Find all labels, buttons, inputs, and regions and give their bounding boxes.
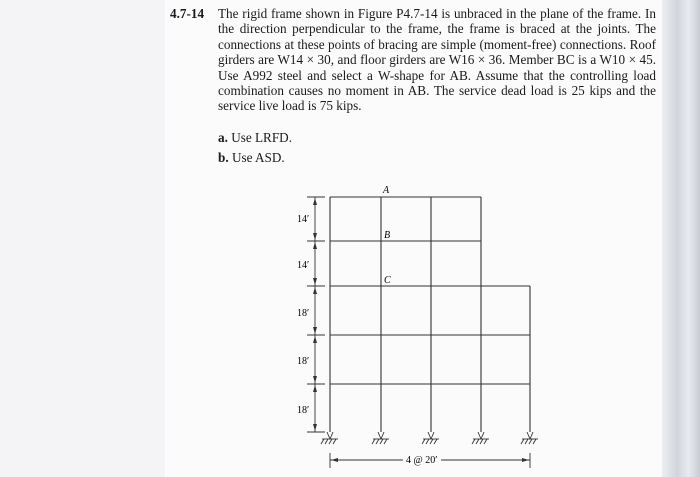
story-height-5: 18′: [297, 405, 310, 416]
point-label-b: B: [384, 230, 391, 241]
part-b-label: b.: [218, 150, 229, 165]
story-height-2: 14′: [297, 260, 310, 271]
story-height-1: 14′: [297, 214, 310, 225]
bay-dimension-label: 4 @ 20′: [406, 455, 438, 466]
support-3: [422, 432, 439, 444]
point-label-a: A: [383, 185, 390, 196]
problem-text: The rigid frame shown in Figure P4.7-14 is unbraced in the plane of the frame. In the direction perpendicular to the frame, the frame is braced at the joints. The connections at these points of bracing are simple (moment-free) connections. Roof girders are W14 × 30, and floor girders are W16 × 36. Member BC is a W10 × 45. Use A992 steel and select a W-shape for AB. Assume that the controlling load combination causes no moment in AB. The service dead load is 25 kips and the service live load is 75 kips.: [218, 6, 656, 114]
fixed-supports: [321, 432, 538, 444]
part-a-text: Use LRFD.: [231, 130, 292, 145]
story-height-3: 18′: [297, 308, 310, 319]
part-b-text: Use ASD.: [231, 150, 285, 165]
point-label-c: C: [384, 275, 391, 286]
support-5: [521, 432, 538, 444]
support-1: [321, 432, 338, 444]
support-2: [372, 432, 389, 444]
frame-members: [330, 197, 530, 432]
story-height-4: 18′: [297, 356, 310, 367]
support-4: [472, 432, 489, 444]
part-a-label: a.: [218, 130, 228, 145]
problem-number: 4.7-14: [170, 6, 205, 21]
